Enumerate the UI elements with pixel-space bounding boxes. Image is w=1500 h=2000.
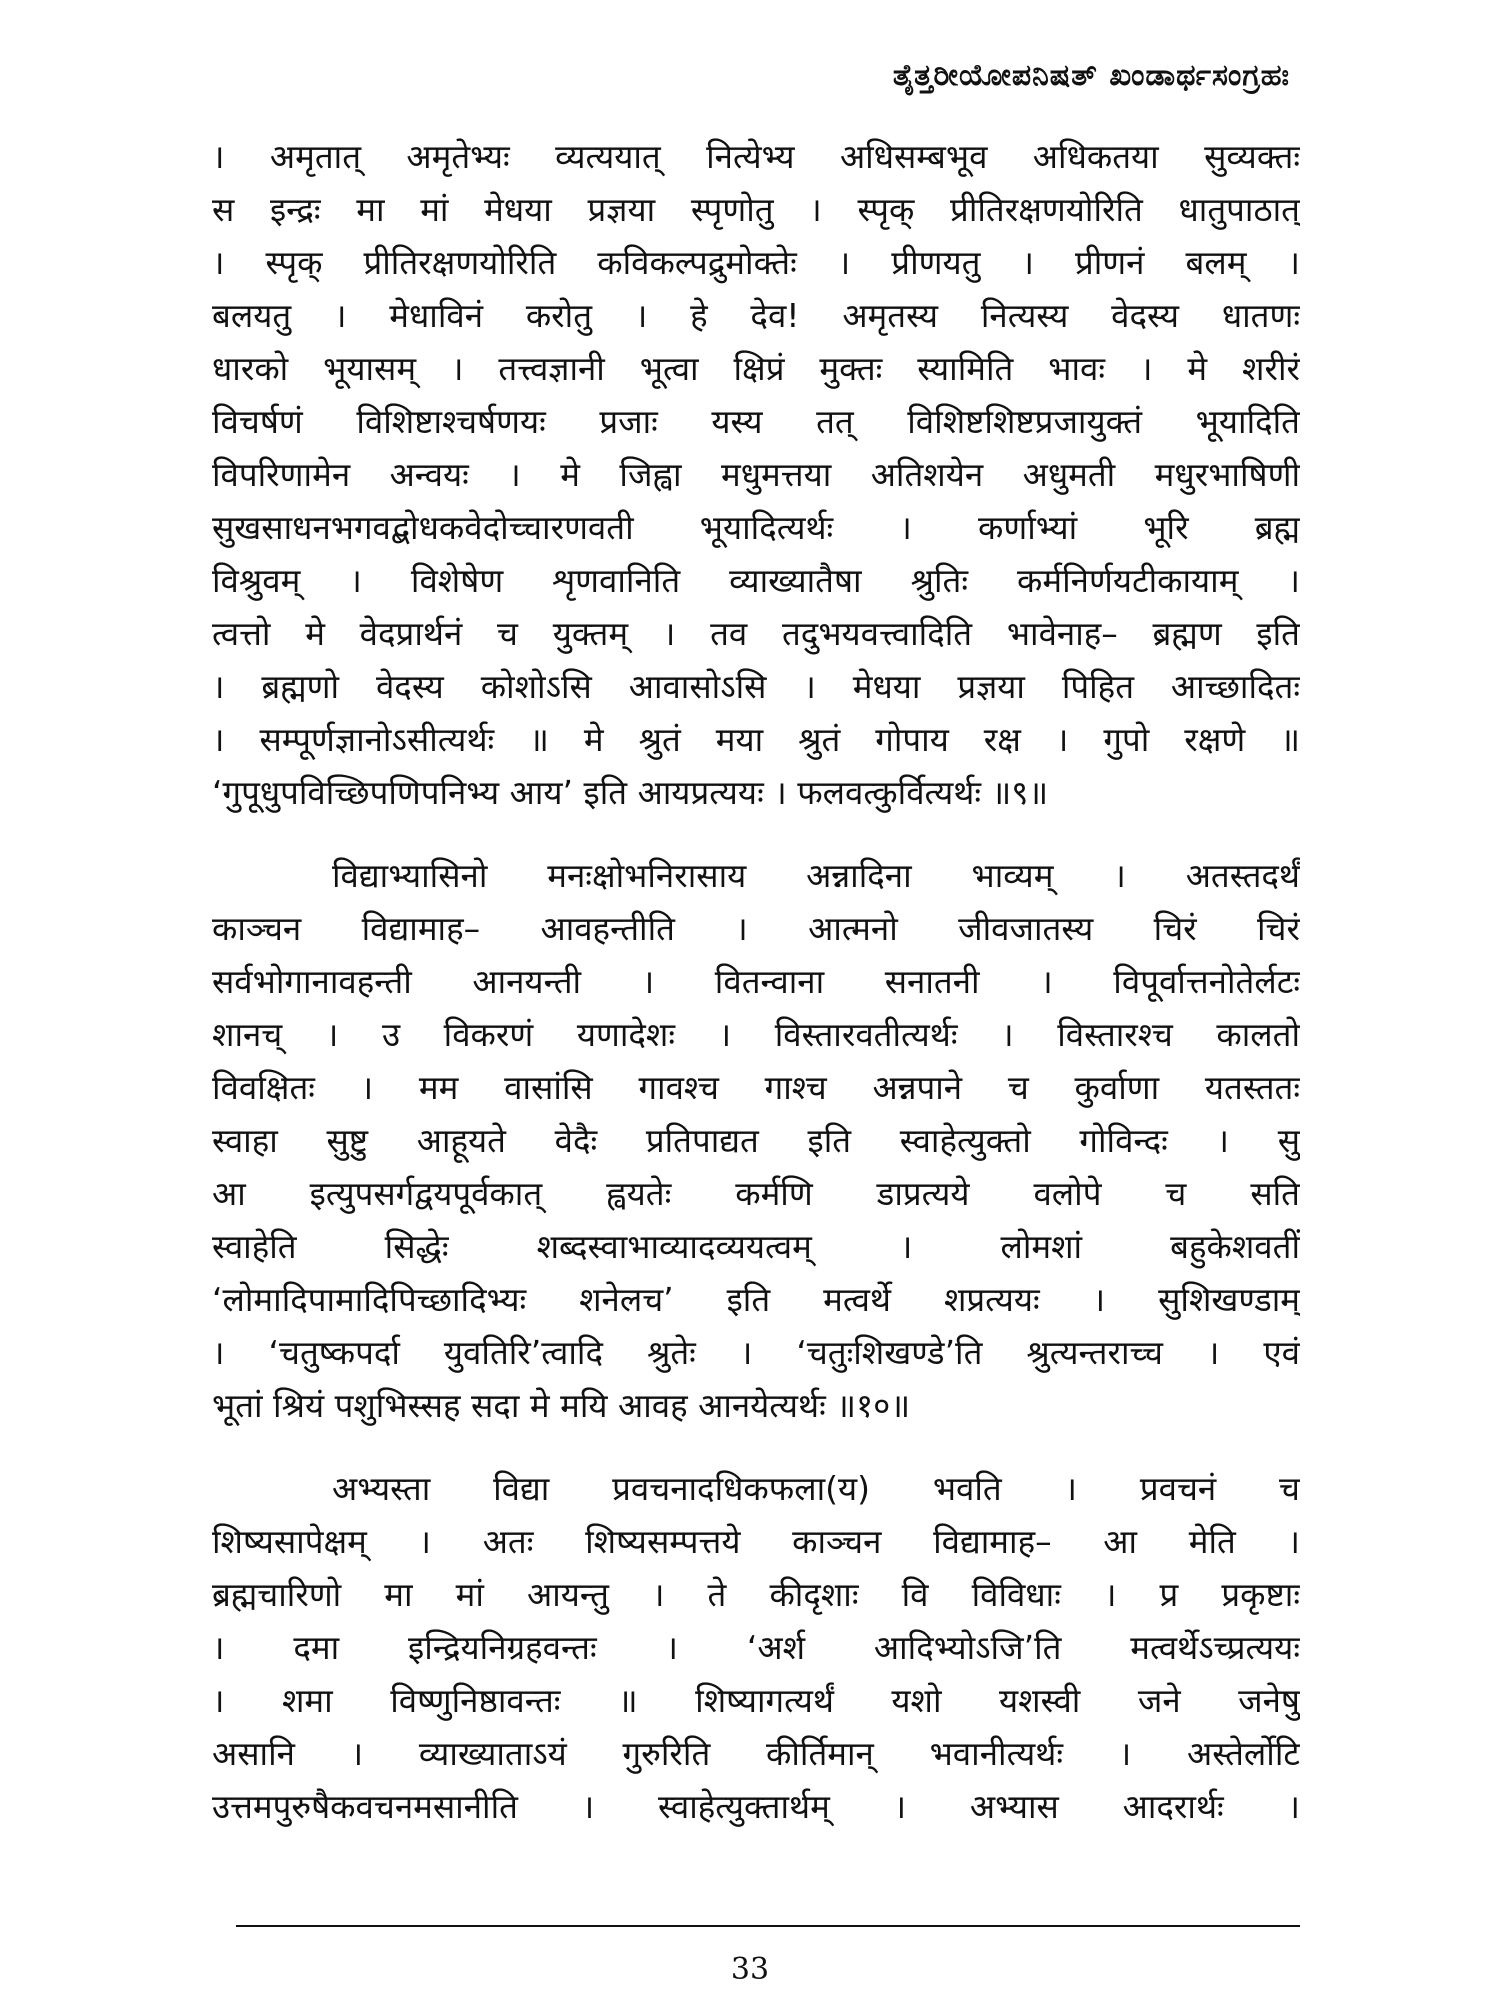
text-line: धारको भूयासम् । तत्त्वज्ञानी भूत्वा क्षिप्रं मुक्तः स्यामिति भावः । मे शरीरं xyxy=(212,349,1300,388)
text-line: ‘गुपूधुपविच्छिपणिपनिभ्य आय’ इति आयप्रत्ययः । फलवत्कुर्वित्यर्थः ॥९॥ xyxy=(212,773,1049,812)
text-line: विश्रुवम् । विशेषेण शृणवानिति व्याख्यातैषा श्रुतिः कर्मनिर्णयटीकायाम् । xyxy=(212,561,1300,600)
paragraph-3 xyxy=(212,1462,1300,1833)
text-line: स्वाहेति सिद्धेः शब्दस्वाभाव्यादव्ययत्वम् । लोमशां बहुकेशवतीं xyxy=(212,1227,1300,1266)
paragraph-2 xyxy=(212,849,1300,1432)
text-line: ‘लोमादिपामादिपिच्छादिभ्यः शनेलच’ इति मत्वर्थे शप्रत्ययः । सुशिखण्डाम् xyxy=(212,1280,1300,1319)
text-line: विद्याभ्यासिनो मनःक्षोभनिरासाय अन्नादिना भाव्यम् । अतस्तदर्थं xyxy=(332,856,1300,895)
text-line: । स्पृक् प्रीतिरक्षणयोरिति कविकल्पद्रुमोक्तेः । प्रीणयतु । प्रीणनं बलम् । xyxy=(212,243,1300,282)
text-line: । ‘चतुष्कपर्दा युवतिरि’त्वादि श्रुतेः । ‘चतुःशिखण्डे’ति श्रुत्यन्तराच्च । एवं xyxy=(212,1333,1300,1372)
footer-divider xyxy=(236,1925,1300,1927)
text-line: सुखसाधनभगवद्बोधकवेदोच्चारणवती भूयादित्यर्थः । कर्णाभ्यां भूरि ब्रह्म xyxy=(212,508,1300,547)
text-line: । दमा इन्द्रियनिग्रहवन्तः । ‘अर्श आदिभ्योऽजि’ति मत्वर्थेऽच्प्रत्ययः xyxy=(212,1628,1300,1667)
text-line: उत्तमपुरुषैकवचनमसानीति । स्वाहेत्युक्तार्थम् । अभ्यास आदरार्थः । xyxy=(212,1787,1300,1826)
page-number: 33 xyxy=(730,1952,770,1987)
text-line: शानच् । उ विकरणं यणादेशः । विस्तारवतीत्यर्थः । विस्तारश्च कालतो xyxy=(212,1015,1300,1054)
text-line: । अमृतात् अमृतेभ्यः व्यत्ययात् नित्येभ्य अधिसम्बभूव अधिकतया सुव्यक्तः xyxy=(212,137,1300,176)
text-line: विचर्षणं विशिष्टाश्चर्षणयः प्रजाः यस्य तत् विशिष्टशिष्टप्रजायुक्तं भूयादिति xyxy=(212,402,1300,441)
text-line: बलयतु । मेधाविनं करोतु । हे देव! अमृतस्य नित्यस्य वेदस्य धातणः xyxy=(212,296,1300,335)
text-line: । सम्पूर्णज्ञानोऽसीत्यर्थः ॥ मे श्रुतं मया श्रुतं गोपाय रक्ष । गुपो रक्षणे ॥ xyxy=(212,720,1300,759)
text-line: त्वत्तो मे वेदप्रार्थनं च युक्तम् । तव तदुभयवत्त्वादिति भावेनाह– ब्रह्मण इति xyxy=(212,614,1300,653)
text-line: असानि । व्याख्याताऽयं गुरुरिति कीर्तिमान् भवानीत्यर्थः । अस्तेर्लोटि xyxy=(212,1734,1300,1773)
paragraph-1 xyxy=(212,130,1300,819)
text-line: अभ्यस्ता विद्या प्रवचनादधिकफला(य) भवति । प्रवचनं च xyxy=(332,1469,1300,1508)
text-line: स इन्द्रः मा मां मेधया प्रज्ञया स्पृणोतु । स्पृक् प्रीतिरक्षणयोरिति धातुपाठात् xyxy=(212,190,1300,229)
text-line: । शमा विष्णुनिष्ठावन्तः ॥ शिष्यागत्यर्थं यशो यशस्वी जने जनेषु xyxy=(212,1681,1300,1720)
text-line: आ इत्युपसर्गद्वयपूर्वकात् ह्वयतेः कर्मणि डाप्रत्यये वलोपे च सति xyxy=(212,1174,1300,1213)
text-line: स्वाहा सुष्टु आहूयते वेदैः प्रतिपाद्यत इति स्वाहेत्युक्तो गोविन्दः । सु xyxy=(212,1121,1300,1160)
text-line: शिष्यसापेक्षम् । अतः शिष्यसम्पत्तये काञ्चन विद्यामाह– आ मेति । xyxy=(212,1522,1300,1561)
text-line: विपरिणामेन अन्वयः । मे जिह्वा मधुमत्तया अतिशयेन अधुमती मधुरभाषिणी xyxy=(212,455,1300,494)
text-line: विवक्षितः । मम वासांसि गावश्च गाश्च अन्नपाने च कुर्वाणा यतस्ततः xyxy=(212,1068,1300,1107)
text-line: सर्वभोगानावहन्ती आनयन्ती । वितन्वाना सनातनी । विपूर्वात्तनोतेर्लटः xyxy=(212,962,1300,1001)
body-text xyxy=(212,130,1300,1863)
text-line: काञ्चन विद्यामाह– आवहन्तीति । आत्मनो जीवजातस्य चिरं चिरं xyxy=(212,909,1300,948)
text-line: ब्रह्मचारिणो मा मां आयन्तु । ते कीदृशाः वि विविधाः । प्र प्रकृष्टाः xyxy=(212,1575,1300,1614)
running-header: ತೈತ್ತರೀಯೋಪನಿಷತ್ ಖಂಡಾರ್ಥಸಂಗ್ರಹಃ xyxy=(892,58,1290,93)
text-line: । ब्रह्मणो वेदस्य कोशोऽसि आवासोऽसि । मेधया प्रज्ञया पिहित आच्छादितः xyxy=(212,667,1300,706)
text-line: भूतां श्रियं पशुभिस्सह सदा मे मयि आवह आनयेत्यर्थः ॥१०॥ xyxy=(212,1386,911,1425)
